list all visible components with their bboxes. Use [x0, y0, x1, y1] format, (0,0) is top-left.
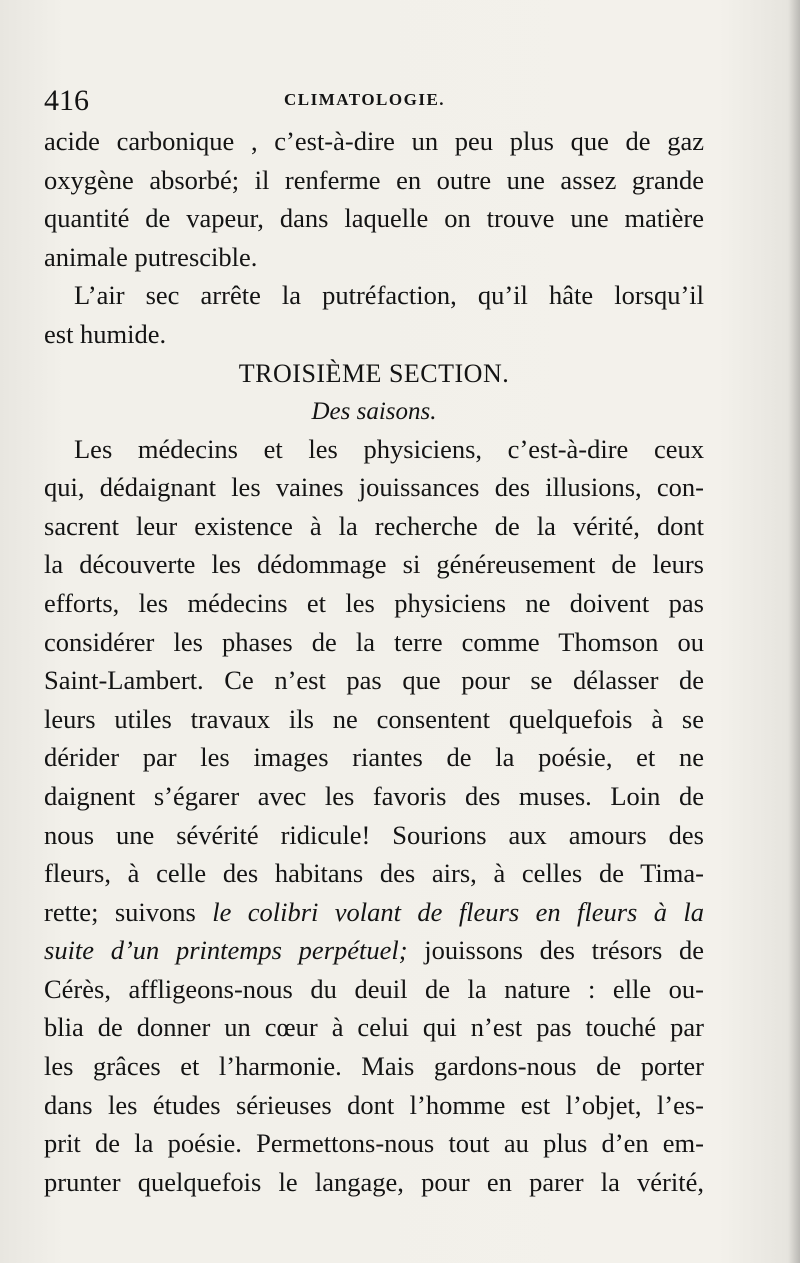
text-segment: rette; suivons	[44, 896, 213, 927]
text-line: dérider par les images riantes de la poésie, et ne	[44, 742, 704, 773]
text-line: dans les études sérieuses dont l’homme est l’objet, l’es-	[44, 1089, 704, 1120]
text-segment: jouissons des trésors de	[407, 935, 704, 966]
text-line: leurs utiles travaux ils ne consentent quelquefois à se	[44, 703, 704, 734]
text-line	[44, 931, 704, 970]
section-subtitle: Des saisons.	[311, 397, 437, 425]
text-line: L’air sec arrête la putréfaction, qu’il hâte lorsqu’il	[74, 280, 704, 311]
text-line: acide carbonique , c’est-à-dire un peu plus que de gaz	[44, 126, 704, 156]
text-line: sacrent leur existence à la recherche de la vérité, dont	[44, 510, 704, 541]
text-line: animale putrescible.	[44, 241, 258, 272]
running-head: CLIMATOLOGIE.	[284, 90, 446, 109]
page-header	[44, 84, 756, 118]
text-line: prit de la poésie. Permettons-nous tout au plus d’en em-	[44, 1128, 704, 1159]
text-line: prunter quelquefois le langage, pour en parer la vérité,	[44, 1166, 704, 1197]
text-line: Saint-Lambert. Ce n’est pas que pour se délasser de	[44, 665, 704, 696]
italic-quote: suite d’un printemps perpétuel;	[44, 935, 408, 966]
text-line	[44, 893, 704, 932]
body-text	[44, 122, 704, 1201]
text-line: daignent s’égarer avec les favoris des muses. Loin de	[44, 780, 704, 811]
text-line: Les médecins et les physiciens, c’est-à-dire ceux	[74, 433, 704, 464]
text-line: fleurs, à celle des habitans des airs, à celles de Tima-	[44, 858, 704, 889]
page-number: 416	[44, 84, 89, 117]
text-line: est humide.	[44, 318, 167, 349]
text-line: qui, dédaignant les vaines jouissances des illusions, con-	[44, 472, 704, 503]
text-line: la découverte les dédommage si généreusement de leurs	[44, 549, 704, 580]
section-title: TROISIÈME SECTION.	[238, 358, 510, 388]
text-line: les grâces et l’harmonie. Mais gardons-nous de porter	[44, 1051, 704, 1082]
italic-quote: le colibri volant de fleurs en fleurs à la	[212, 896, 704, 927]
text-line: efforts, les médecins et les physiciens ne doivent pas	[44, 587, 704, 618]
text-line: quantité de vapeur, dans laquelle on trouve une matière	[44, 203, 704, 234]
text-line: blia de donner un cœur à celui qui n’est pas touché par	[44, 1012, 704, 1043]
text-line: considérer les phases de la terre comme Thomson ou	[44, 626, 704, 657]
text-line: nous une sévérité ridicule! Sourions aux amours des	[44, 819, 704, 850]
page-edge-shadow	[788, 0, 800, 1263]
text-line: oxygène absorbé; il renferme en outre une assez grande	[44, 164, 704, 195]
text-line: Cérès, affligeons-nous du deuil de la nature : elle ou-	[44, 973, 704, 1004]
